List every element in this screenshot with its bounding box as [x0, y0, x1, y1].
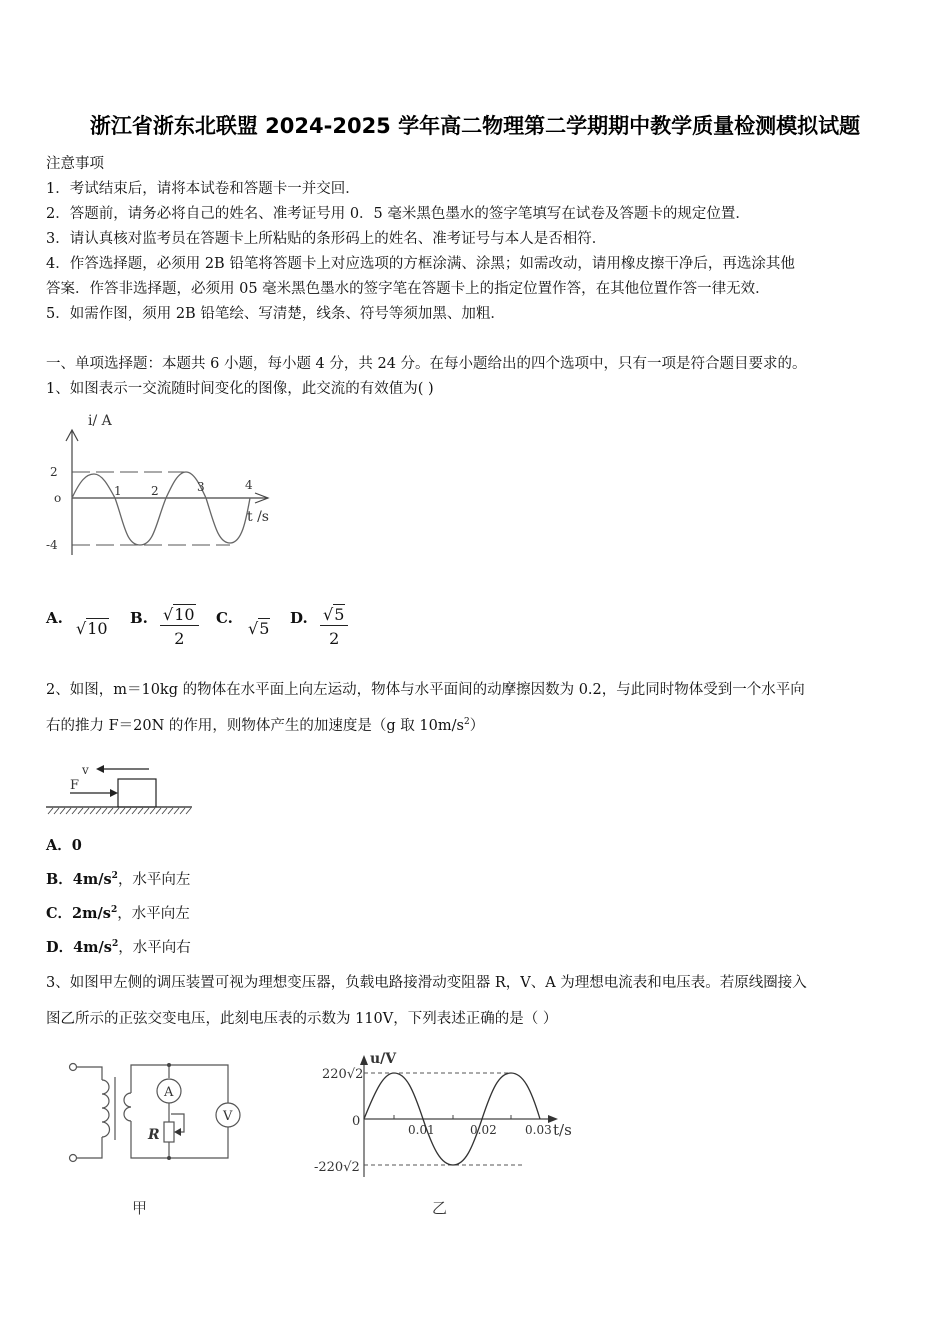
voltmeter-icon: V	[223, 1109, 233, 1124]
option-c-value: √5	[248, 619, 270, 638]
note-item: 1．考试结束后，请将本试卷和答题卡一并交回．	[46, 181, 360, 197]
svg-text:2: 2	[50, 465, 58, 479]
svg-text:o: o	[54, 491, 62, 505]
option-a-label: A.	[46, 609, 63, 627]
question-3-transformer-circuit	[60, 1045, 260, 1225]
svg-text:0.01: 0.01	[408, 1123, 435, 1137]
question-2-block-diagram	[44, 758, 199, 820]
question-2-stem-line1: 2、如图，m＝10kg 的物体在水平面上向左运动，物体与水平面间的动摩擦因数为 0.2，与此同时物体受到一个水平向	[46, 682, 805, 698]
question-3-voltage-graph	[300, 1045, 590, 1225]
note-item: 答案．作答非选择题，必须用 05 毫米黑色墨水的签字笔在答题卡上的指定位置作答，在其他位置作答一律无效．	[46, 281, 770, 297]
note-item: 4．作答选择题，必须用 2B 铅笔将答题卡上对应选项的方框涂满、涂黑；如需改动，请用橡皮擦干净后，再选涂其他	[46, 256, 795, 272]
option-a-value: √10	[76, 619, 108, 638]
question-3-stem-line1: 3、如图甲左侧的调压装置可视为理想变压器，负载电路接滑动变阻器 R，V、A 为理想电流表和电压表。若原线圈接入	[46, 975, 807, 991]
section-header: 一、单项选择题：本题共 6 小题，每小题 4 分，共 24 分。在每小题给出的四个选项中，只有一项是符合题目要求的。	[46, 356, 807, 372]
y-axis-label: u/V	[370, 1051, 397, 1067]
svg-text:1: 1	[114, 484, 122, 498]
page-title: 浙江省浙东北联盟 2024-2025 学年高二物理第二学期期中教学质量检测模拟试题	[89, 114, 861, 138]
question-2-option-c: C．$2m/s^2$，水平向左	[46, 905, 190, 922]
figure-caption-jia: 甲	[132, 1199, 148, 1217]
y-axis-label: i/ A	[88, 413, 112, 429]
ammeter-icon: A	[164, 1085, 174, 1100]
svg-text:4: 4	[245, 478, 253, 492]
option-b-label: B.	[130, 609, 148, 627]
x-axis-label: t/s	[553, 1121, 572, 1139]
option-d-label: D.	[290, 609, 308, 627]
question-2-option-a: A．0	[46, 837, 82, 854]
svg-text:v: v	[82, 763, 89, 777]
note-item: 3．请认真核对监考员在答题卡上所粘贴的条形码上的姓名、准考证号与本人是否相符．	[46, 231, 607, 247]
option-d-value: $\frac{√5}{2}$	[320, 605, 348, 648]
question-1-current-graph	[40, 405, 290, 565]
svg-text:220√2: 220√2	[322, 1067, 364, 1082]
question-2-stem-line2: 右的推力 F＝20N 的作用，则物体产生的加速度是（g 取 $10m/s^2$）	[46, 717, 485, 734]
figure-caption-yi: 乙	[432, 1199, 448, 1217]
svg-text:0: 0	[352, 1114, 361, 1129]
option-c-label: C.	[216, 609, 233, 627]
question-2-option-b: B．$4m/s^2$，水平向左	[46, 871, 191, 888]
svg-text:0.02: 0.02	[470, 1123, 497, 1137]
note-item: 5．如需作图，须用 2B 铅笔绘、写清楚，线条、符号等须加黑、加粗．	[46, 306, 505, 322]
question-1-stem: 1、如图表示一交流随时间变化的图像，此交流的有效值为( )	[46, 381, 434, 397]
notes-heading: 注意事项	[46, 156, 104, 172]
svg-text:0.03: 0.03	[525, 1123, 552, 1137]
resistor-label: R	[148, 1127, 160, 1143]
question-3-stem-line2: 图乙所示的正弦交变电压，此刻电压表的示数为 110V，下列表述正确的是（ ）	[46, 1011, 558, 1027]
svg-text:-4: -4	[46, 538, 58, 552]
question-1-options	[46, 603, 366, 663]
svg-text:F: F	[70, 778, 80, 793]
option-b-value: $\frac{√10}{2}$	[160, 605, 199, 648]
svg-text:3: 3	[197, 480, 205, 494]
question-2-option-d: D．$4m/s^2$，水平向右	[46, 939, 191, 956]
x-axis-label: t /s	[247, 509, 269, 525]
note-item: 2．答题前，请务必将自己的姓名、准考证号用 0．5 毫米黑色墨水的签字笔填写在试卷及答题卡的规定位置．	[46, 206, 750, 222]
svg-text:-220√2: -220√2	[314, 1160, 360, 1175]
svg-text:2: 2	[151, 484, 159, 498]
